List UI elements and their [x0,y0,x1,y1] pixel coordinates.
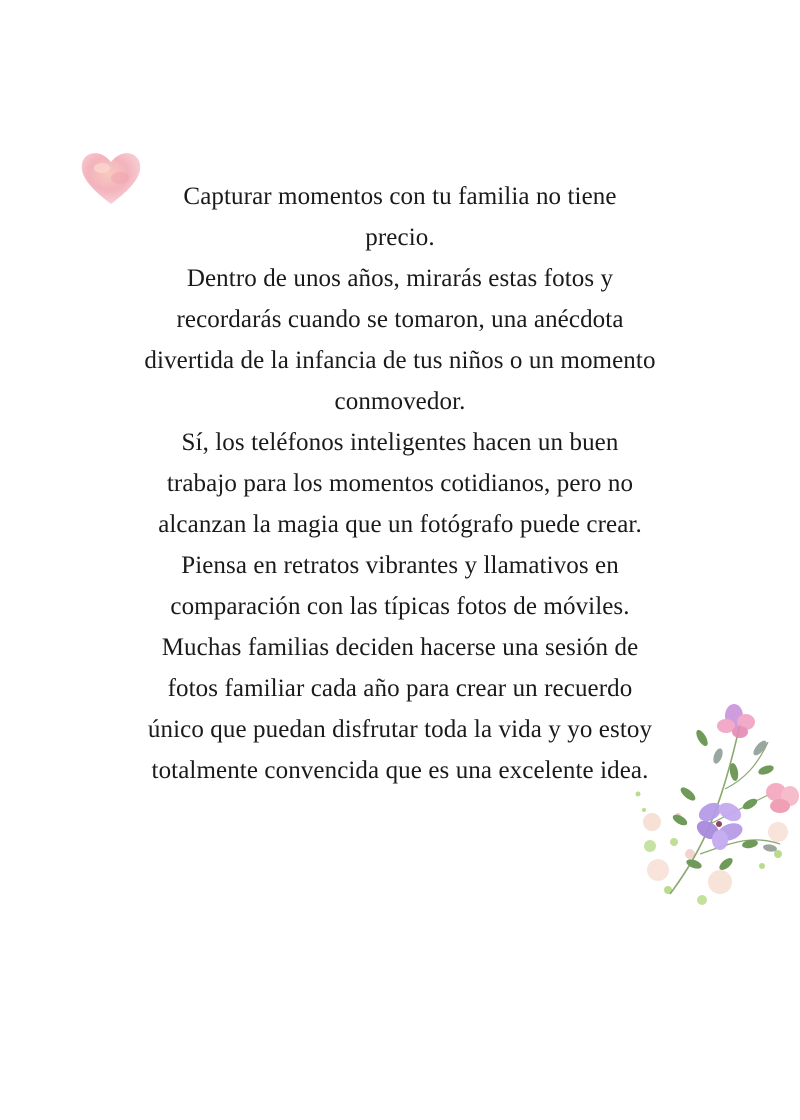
text-line: divertida de la infancia de tus niños o un momento [144,347,656,374]
text-line: trabajo para los momentos cotidianos, pero no [166,470,634,497]
text-line: Muchas familias deciden hacerse una sesión de [161,634,639,661]
text-line: precio. [365,224,435,251]
text-line: fotos familiar cada año para crear un recuerdo [167,675,633,702]
text-line: comparación con las típicas fotos de móviles. [170,593,630,620]
text-line: único que puedan disfrutar toda la vida y yo estoy [147,716,653,743]
floral-branch-icon [630,694,800,914]
text-line: totalmente convencida que es una excelente idea. [151,757,649,784]
text-line: Capturar momentos con tu familia no tiene [183,183,617,210]
text-line: Dentro de unos años, mirarás estas fotos y [186,265,614,292]
text-line: conmovedor. [334,388,466,415]
text-line: alcanzan la magia que un fotógrafo puede crear. [158,511,642,538]
body-text [90,176,710,791]
text-line: Sí, los teléfonos inteligentes hacen un buen [181,429,619,456]
text-line: recordarás cuando se tomaron, una anécdota [176,306,624,333]
text-line: Piensa en retratos vibrantes y llamativos en [181,552,619,579]
